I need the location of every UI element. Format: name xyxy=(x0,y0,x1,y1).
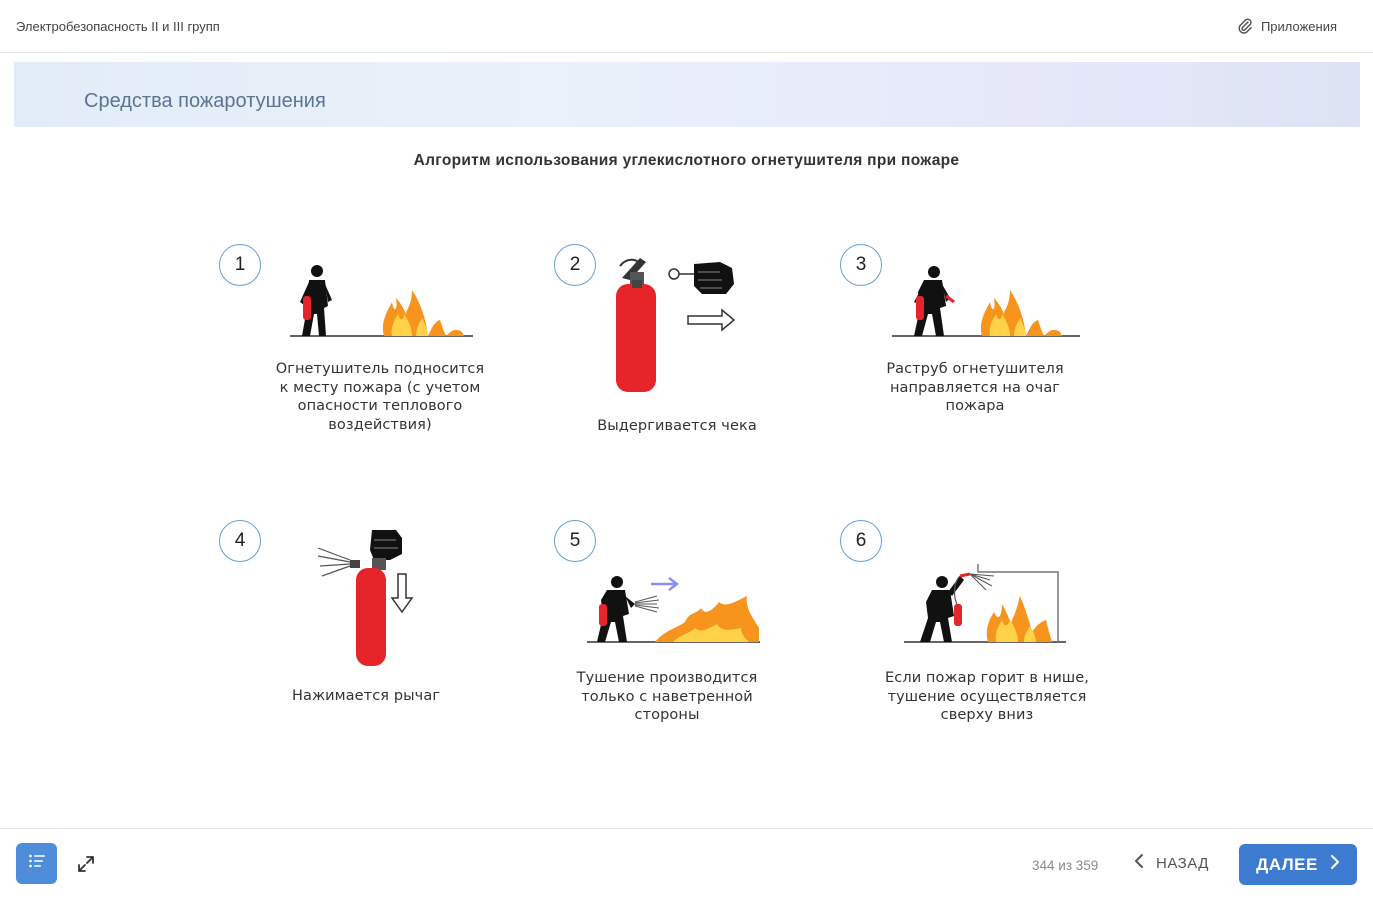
section-banner xyxy=(14,62,1360,127)
course-title: Электробезопасность II и III групп xyxy=(16,19,220,34)
step-3-number: 3 xyxy=(840,244,882,286)
next-label: ДАЛЕЕ xyxy=(1256,854,1318,874)
fullscreen-button[interactable] xyxy=(76,854,96,874)
step-6-illustration xyxy=(900,560,1070,648)
top-bar xyxy=(0,0,1373,53)
step-1-illustration xyxy=(288,262,478,344)
page-counter: 344 из 359 xyxy=(1032,858,1099,873)
step-2-illustration xyxy=(610,250,740,395)
step-1-caption: Огнетушитель подносится к месту пожара (с учетом опасности теплового воздействия) xyxy=(275,361,485,433)
chevron-left-icon xyxy=(1134,853,1144,873)
back-label: НАЗАД xyxy=(1156,854,1209,872)
toc-menu-button[interactable] xyxy=(16,843,57,884)
step-5-illustration xyxy=(585,572,765,648)
step-6-caption: Если пожар горит в нише, тушение осуществляется сверху вниз xyxy=(885,670,1089,723)
expand-icon xyxy=(76,861,96,878)
step-4-caption: Нажимается рычаг xyxy=(291,688,441,704)
paperclip-icon xyxy=(1237,17,1253,35)
step-2-number: 2 xyxy=(554,244,596,286)
step-3-caption: Раструб огнетушителя направляется на очаг пожара xyxy=(886,361,1064,414)
step-5-number: 5 xyxy=(554,520,596,562)
slide-subtitle: Алгоритм использования углекислотного огнетушителя при пожаре xyxy=(413,152,960,169)
attachments-label: Приложения xyxy=(1260,18,1337,34)
step-4-illustration xyxy=(316,526,416,668)
step-2-caption: Выдергивается чека xyxy=(597,418,757,434)
bottom-bar xyxy=(0,828,1373,899)
step-1-number: 1 xyxy=(219,244,261,286)
step-4-number: 4 xyxy=(219,520,261,562)
step-3-illustration xyxy=(890,262,1085,344)
step-5-caption: Тушение производится только с наветренной стороны xyxy=(576,670,758,723)
chevron-right-icon xyxy=(1330,854,1340,875)
section-title: Средства пожаротушения xyxy=(84,90,326,112)
list-icon xyxy=(28,853,46,874)
attachments-button[interactable] xyxy=(1237,17,1337,35)
next-button[interactable] xyxy=(1239,844,1357,885)
back-button[interactable] xyxy=(1134,853,1209,873)
step-6-number: 6 xyxy=(840,520,882,562)
